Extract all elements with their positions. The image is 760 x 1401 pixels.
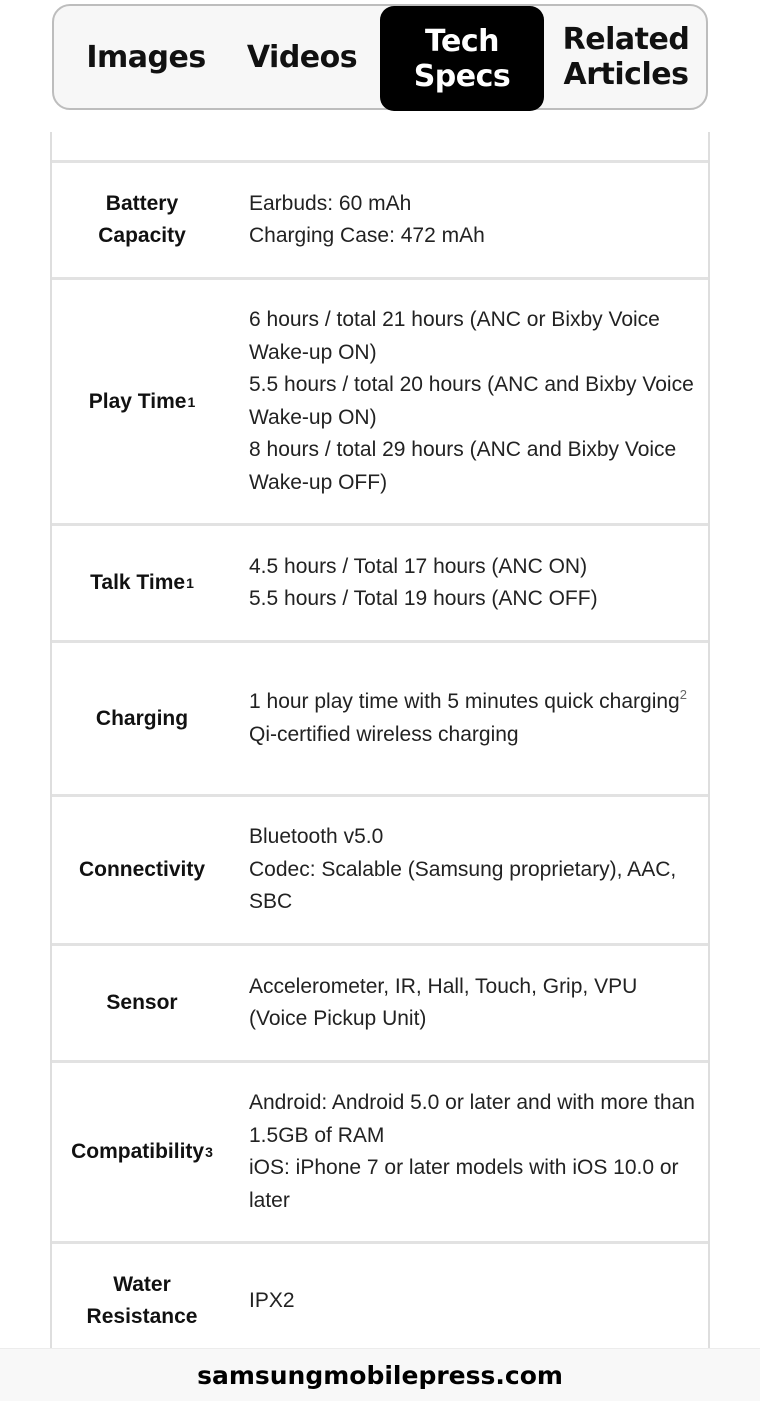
specs-table (50, 132, 710, 1348)
spec-value-line: 4.5 hours / Total 17 hours (ANC ON) (249, 554, 588, 578)
spec-value (249, 1244, 699, 1358)
spec-value-line: Codec: Scalable (Samsung proprietary), AAC, SBC (249, 857, 677, 914)
spec-value (249, 643, 699, 794)
spec-value (249, 797, 699, 943)
spec-value (249, 163, 699, 277)
tab-tech-specs-label: Tech Specs (413, 23, 511, 94)
spec-row-talk-time (52, 526, 708, 643)
spec-row-battery-capacity (52, 163, 708, 280)
spec-value-line: IPX2 (249, 1288, 295, 1312)
spec-value (249, 526, 699, 640)
spec-row-water-resistance (52, 1244, 708, 1358)
tab-videos-label: Videos (246, 39, 358, 75)
spec-label: Play Time 1 (88, 389, 196, 413)
source-watermark (0, 1348, 760, 1401)
tab-tech-specs[interactable] (380, 6, 544, 111)
spec-value (249, 946, 699, 1060)
spec-row-connectivity (52, 797, 708, 946)
spec-label: Water Resistance (86, 1273, 198, 1328)
spec-row-sensor (52, 946, 708, 1063)
spec-row-compatibility (52, 1063, 708, 1244)
spec-value-line: Android: Android 5.0 or later and with more than 1.5GB of RAM (249, 1091, 695, 1147)
spec-value-line: Charging Case: 472 mAh (249, 224, 485, 247)
footnote-marker: 2 (679, 687, 687, 702)
spec-row-play-time (52, 280, 708, 526)
spec-value-line: Earbuds: 60 mAh (249, 191, 412, 215)
tab-images-label: Images (86, 39, 206, 75)
tab-related-articles-label: Related Articles (562, 22, 690, 92)
spec-value-line: 5.5 hours / Total 19 hours (ANC OFF) (249, 587, 598, 610)
spec-label: Sensor (106, 991, 178, 1014)
tab-videos[interactable] (222, 6, 382, 108)
table-row-partial (52, 132, 708, 163)
spec-value-line: 5.5 hours / total 20 hours (ANC and Bixby Voice Wake-up ON) (249, 373, 694, 429)
spec-label: Talk Time 1 (90, 571, 194, 594)
spec-value-line: Accelerometer, IR, Hall, Touch, Grip, VPU (Voice Pickup Unit) (249, 974, 638, 1030)
footer-text: samsungmobilepress.com (197, 1360, 563, 1390)
spec-label: Connectivity (78, 858, 206, 881)
tab-images[interactable] (66, 6, 226, 108)
spec-row-charging (52, 643, 708, 797)
spec-value-line: 1 hour play time with 5 minutes quick charging$^2$ (249, 687, 687, 713)
spec-value-line: 8 hours / total 29 hours (ANC and Bixby Voice Wake-up OFF) (249, 438, 677, 494)
spec-label: Compatibility 3 (71, 1140, 213, 1163)
spec-value-line: Qi-certified wireless charging (249, 722, 519, 746)
spec-value (249, 1063, 699, 1241)
tab-bar (52, 4, 708, 110)
spec-label: Battery Capacity (98, 192, 186, 247)
spec-value-line: iOS: iPhone 7 or later models with iOS 10.0 or later (249, 1156, 679, 1212)
spec-value-line: Bluetooth v5.0 (249, 825, 384, 849)
spec-value (249, 280, 699, 523)
spec-value-line: 6 hours / total 21 hours (ANC or Bixby Voice Wake-up ON) (249, 308, 660, 364)
tab-related-articles[interactable] (546, 6, 706, 108)
spec-label: Charging (95, 706, 189, 730)
